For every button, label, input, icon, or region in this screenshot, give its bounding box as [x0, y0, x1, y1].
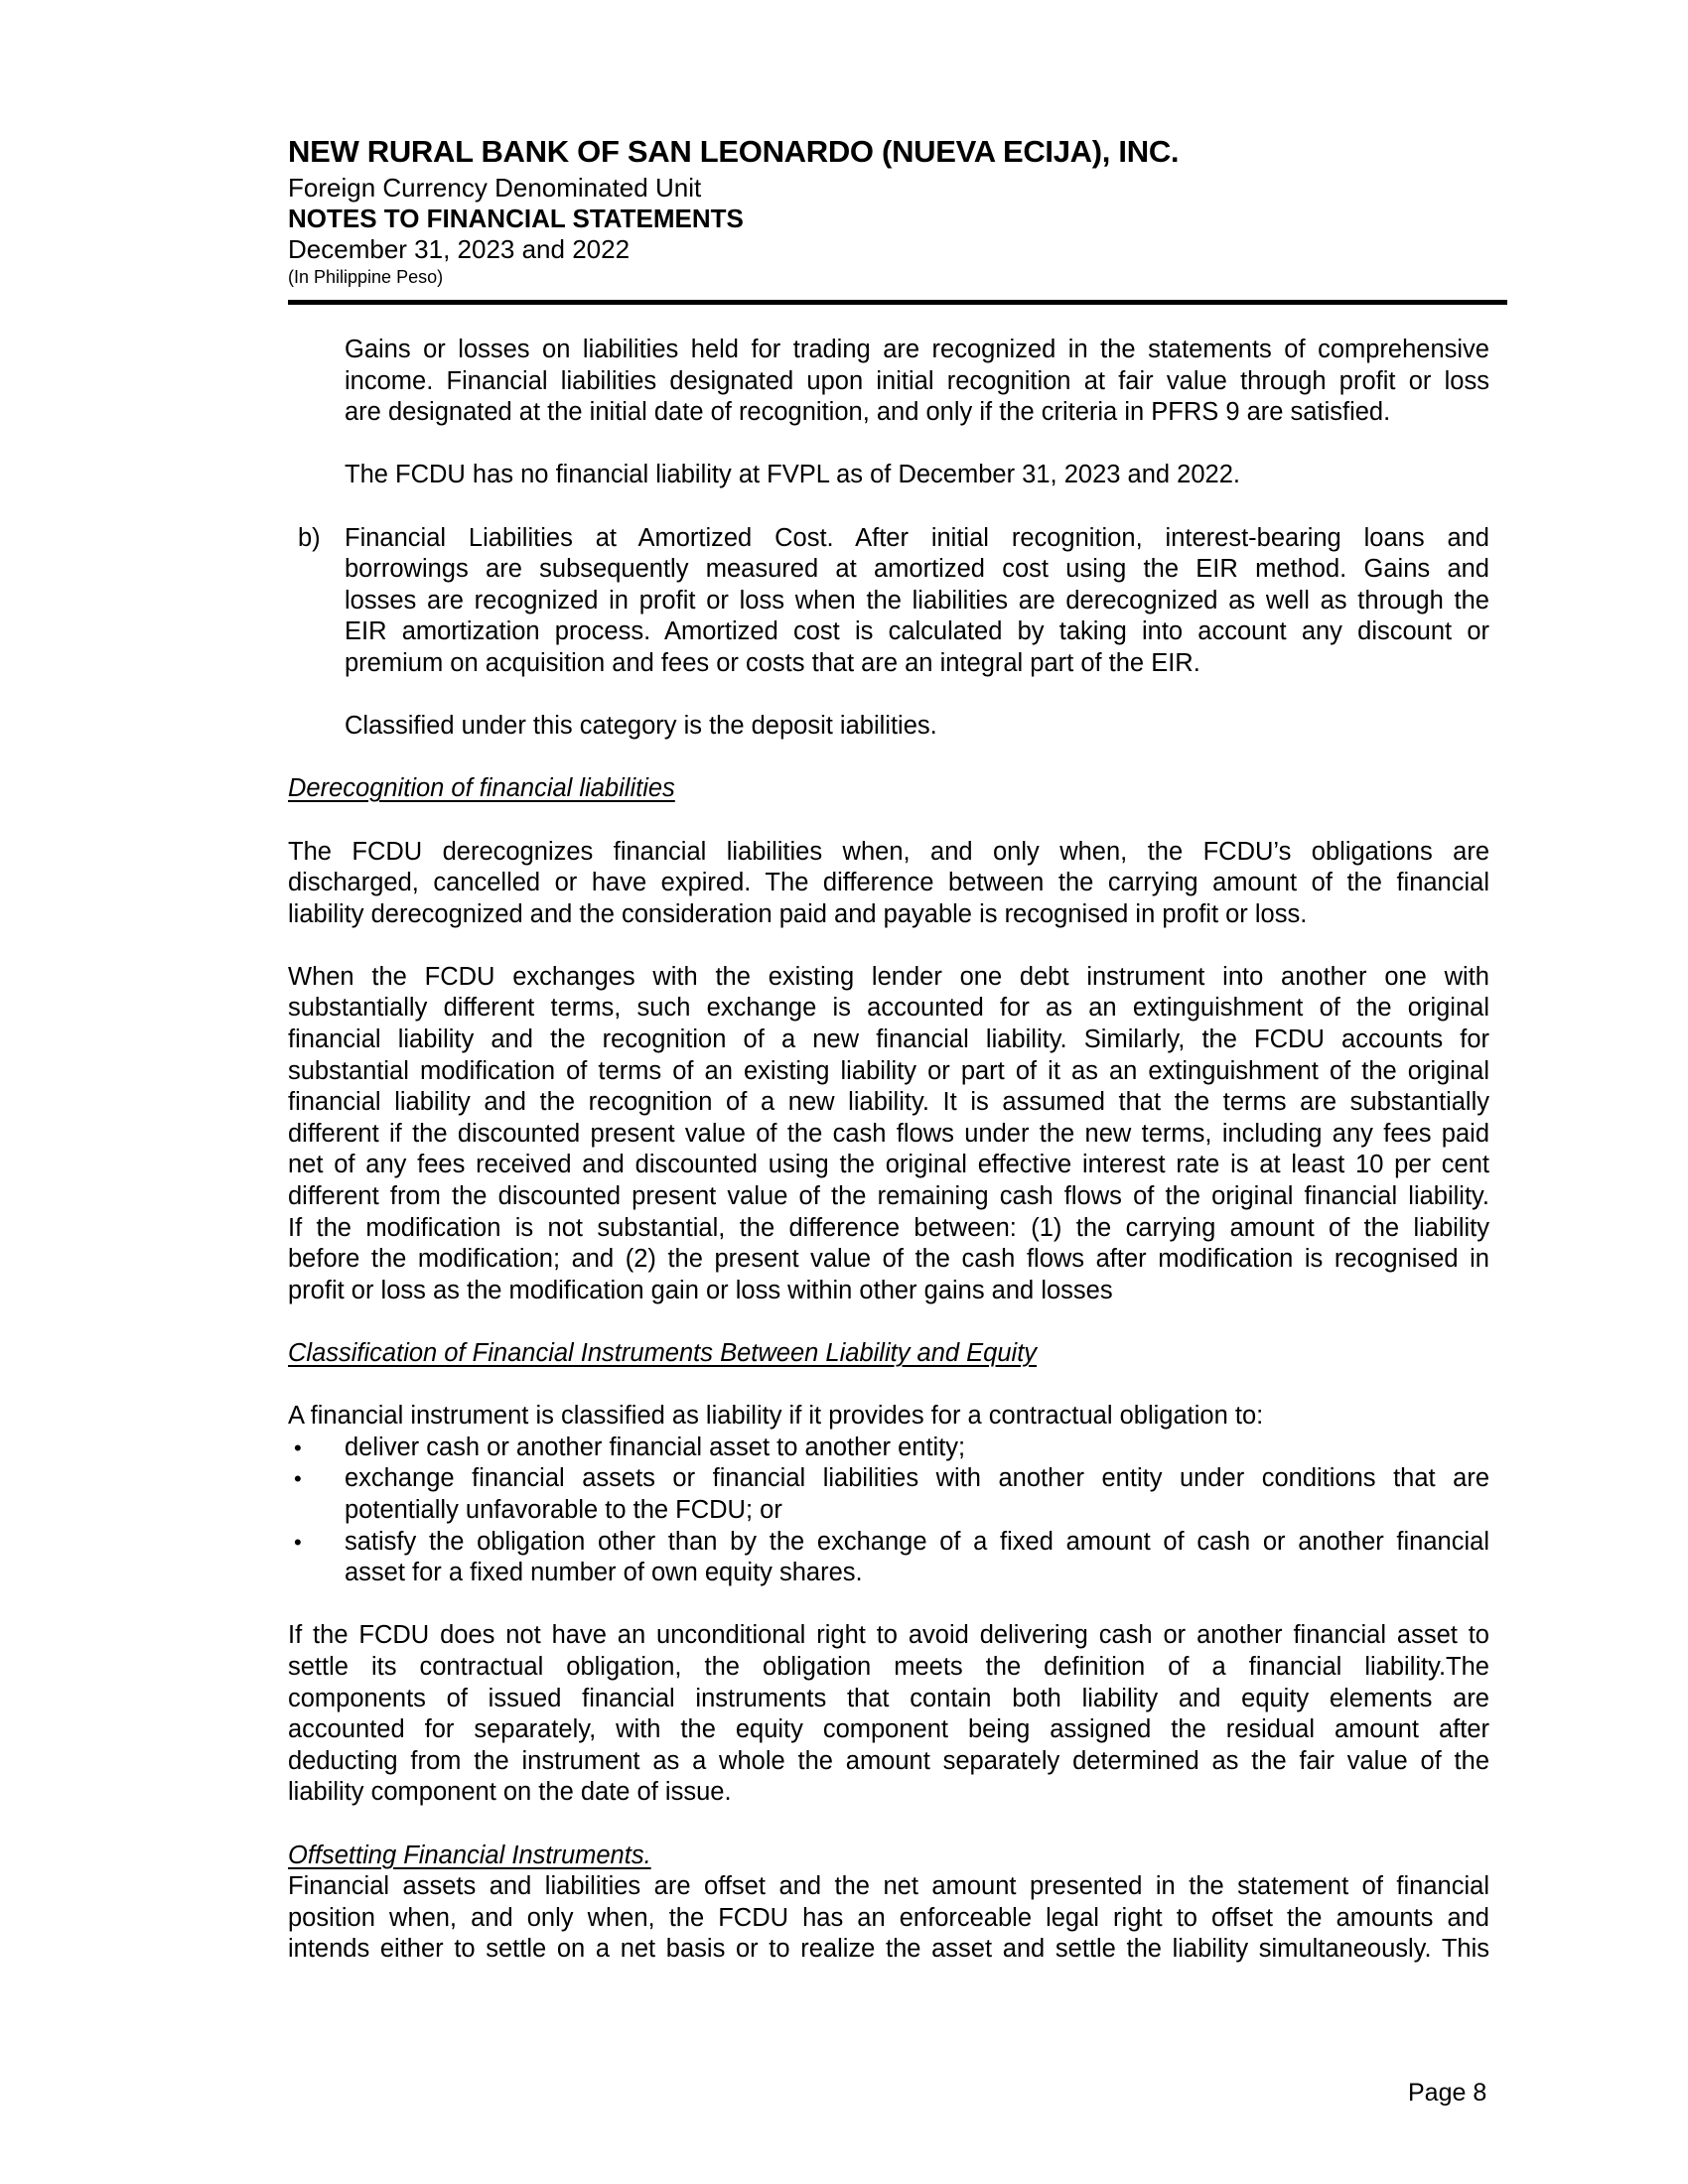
- text-line: are designated at the initial date of recognition, and only if the criteria in PFRS 9 are satisfied.: [345, 398, 1391, 427]
- text-line: deducting from the instrument as a whole the amount separately determined as the fair value of the: [288, 1746, 1489, 1775]
- currency-note: (In Philippine Peso): [288, 267, 444, 287]
- header-divider: [288, 300, 1507, 305]
- text-line: substantial modification of terms of an existing liability or part of it as an extinguishment of the original: [288, 1056, 1489, 1085]
- classified-note: Classified under this category is the deposit iabilities.: [345, 712, 937, 741]
- text-line: When the FCDU exchanges with the existing lender one debt instrument into another one with: [288, 962, 1489, 991]
- text-line: different from the discounted present value of the remaining cash flows of the original financial liability.: [288, 1182, 1489, 1211]
- text-line: position when, and only when, the FCDU has an enforceable legal right to offset the amounts and: [288, 1903, 1489, 1932]
- text-line: exchange financial assets or financial liabilities with another entity under conditions that are: [345, 1464, 1489, 1493]
- bullet-icon: •: [294, 1466, 302, 1492]
- bullet-item: [288, 1433, 1489, 1464]
- text-line: components of issued financial instruments that contain both liability and equity elements are: [288, 1684, 1489, 1712]
- fvpl-paragraph: [345, 335, 1489, 429]
- list-label: b): [298, 523, 321, 552]
- page-number: Page 8: [1408, 2079, 1487, 2107]
- spacer: [288, 1809, 1489, 1841]
- text-line: If the FCDU does not have an unconditional right to avoid delivering cash or another financial asset to: [288, 1621, 1489, 1650]
- text-line: losses are recognized in profit or loss when the liabilities are derecognized as well as through the: [345, 586, 1489, 614]
- text-line: financial liability and the recognition of a new liability. It is assumed that the terms are substantially: [288, 1088, 1489, 1117]
- spacer: [288, 805, 1489, 837]
- classification-paragraph: [288, 1620, 1489, 1809]
- section-heading-derecognition: Derecognition of financial liabilities: [288, 774, 675, 803]
- text-line: premium on acquisition and fees or costs that are an integral part of the EIR.: [345, 648, 1200, 677]
- list-item-b: [288, 523, 1489, 680]
- text-line: The FCDU derecognizes financial liabilities when, and only when, the FCDU’s obligations are: [288, 837, 1489, 866]
- document-body: [288, 335, 1489, 1966]
- report-title: NOTES TO FINANCIAL STATEMENTS: [288, 204, 744, 233]
- text-line: liability derecognized and the consideration paid and payable is recognised in profit or loss.: [288, 899, 1308, 928]
- text-line: settle its contractual obligation, the obligation meets the definition of a financial liability.The: [288, 1652, 1489, 1681]
- bullet-item: [288, 1527, 1489, 1589]
- spacer: [288, 680, 1489, 712]
- text-line: satisfy the obligation other than by the exchange of a fixed amount of cash or another financial: [345, 1527, 1489, 1556]
- report-period: December 31, 2023 and 2022: [288, 234, 631, 264]
- spacer: [288, 1589, 1489, 1621]
- text-line: different if the discounted present value of the cash flows under the new terms, including any fees paid: [288, 1119, 1489, 1148]
- text-line: Gains or losses on liabilities held for trading are recognized in the statements of comprehensive: [345, 336, 1489, 363]
- text-line: intends either to settle on a net basis or to realize the asset and settle the liability simultaneously. This: [288, 1935, 1489, 1964]
- classification-intro: A financial instrument is classified as liability if it provides for a contractual obligation to:: [288, 1402, 1264, 1431]
- spacer: [288, 1370, 1489, 1402]
- text-line: potentially unfavorable to the FCDU; or: [345, 1495, 782, 1524]
- text-line: Financial Liabilities at Amortized Cost. After initial recognition, interest-bearing loans and: [345, 523, 1489, 552]
- derecognition-paragraph-2: [288, 962, 1489, 1307]
- text-line: Financial assets and liabilities are offset and the net amount presented in the statement of financial: [288, 1872, 1489, 1901]
- spacer: [288, 429, 1489, 461]
- unit-name: Foreign Currency Denominated Unit: [288, 173, 702, 203]
- text-line: borrowings are subsequently measured at amortized cost using the EIR method. Gains and: [345, 555, 1489, 584]
- text-line: before the modification; and (2) the present value of the cash flows after modification is recognised in: [288, 1245, 1489, 1274]
- document-header: [288, 135, 1509, 288]
- company-name: NEW RURAL BANK OF SAN LEONARDO (NUEVA ECIJA), INC.: [288, 134, 1180, 169]
- section-heading-classification: Classification of Financial Instruments Between Liability and Equity: [288, 1339, 1038, 1367]
- text-line: accounted for separately, with the equity component being assigned the residual amount after: [288, 1715, 1489, 1744]
- spacer: [288, 1306, 1489, 1338]
- spacer: [288, 930, 1489, 962]
- text-line: financial liability and the recognition of a new financial liability. Similarly, the FCDU accounts for: [288, 1025, 1489, 1054]
- spacer: [288, 743, 1489, 774]
- text-line: net of any fees received and discounted using the original effective interest rate is at least 10 per cent: [288, 1151, 1489, 1179]
- text-line: asset for a fixed number of own equity shares.: [345, 1559, 863, 1587]
- bullet-item: [288, 1463, 1489, 1526]
- fvpl-statement: The FCDU has no financial liability at FVPL as of December 31, 2023 and 2022.: [345, 461, 1240, 489]
- section-heading-offsetting: Offsetting Financial Instruments.: [288, 1841, 651, 1869]
- text-line: substantially different terms, such exchange is accounted for as an extinguishment of the original: [288, 994, 1489, 1023]
- bullet-icon: •: [294, 1529, 302, 1555]
- text-line: EIR amortization process. Amortized cost is calculated by taking into account any discount or: [345, 617, 1489, 646]
- text-line: liability component on the date of issue.: [288, 1778, 732, 1807]
- derecognition-paragraph-1: [288, 837, 1489, 931]
- spacer: [288, 491, 1489, 523]
- text-line: income. Financial liabilities designated upon initial recognition at fair value through profit or loss: [345, 366, 1489, 395]
- offsetting-paragraph: [288, 1871, 1489, 1966]
- text-line: deliver cash or another financial asset to another entity;: [345, 1433, 966, 1461]
- text-line: If the modification is not substantial, the difference between: (1) the carrying amount of the liability: [288, 1213, 1489, 1242]
- text-line: discharged, cancelled or have expired. The difference between the carrying amount of the financial: [288, 869, 1489, 897]
- text-line: profit or loss as the modification gain or loss within other gains and losses: [288, 1276, 1113, 1304]
- bullet-icon: •: [294, 1434, 302, 1460]
